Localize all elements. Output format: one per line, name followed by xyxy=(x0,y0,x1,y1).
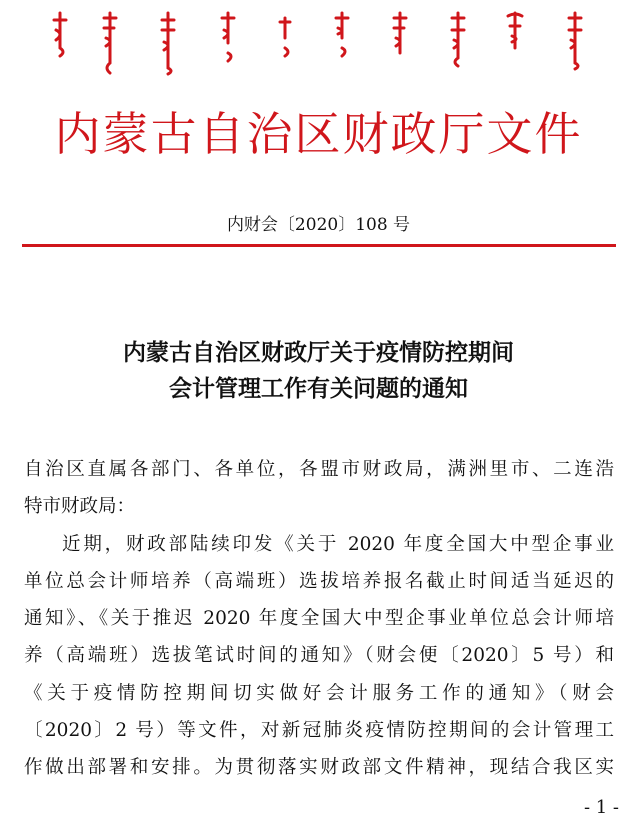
body-line: 作做出部署和安排。为贯彻落实财政部文件精神，现结合我区实 xyxy=(24,757,614,778)
page-number: - 1 - xyxy=(583,797,619,818)
mongolian-script-header xyxy=(50,8,590,78)
document-number: 内财会〔2020〕108 号 xyxy=(226,215,411,235)
body-line: 近期，财政部陆续印发《关于 2020 年度全国大中型企事业 xyxy=(62,534,614,555)
document-title-line-2: 会计管理工作有关问题的通知 xyxy=(169,376,468,402)
body-line: 单位总会计师培养（高端班）选拔培养报名截止时间适当延迟的 xyxy=(24,571,614,592)
body-line: 养（高端班）选拔笔试时间的通知》（财会便〔2020〕5 号）和 xyxy=(24,645,614,666)
issuing-authority-title: 内蒙古自治区财政厅文件 xyxy=(54,107,583,161)
document-title-line-1: 内蒙古自治区财政厅关于疫情防控期间 xyxy=(123,340,514,366)
body-line: 通知》、《关于推迟 2020 年度全国大中型企事业单位总会计师培 xyxy=(24,608,614,629)
red-divider-line xyxy=(22,244,616,247)
body-line: 〔2020〕2 号）等文件，对新冠肺炎疫情防控期间的会计管理工 xyxy=(24,720,614,741)
body-line: 自治区直属各部门、各单位，各盟市财政局，满洲里市、二连浩 xyxy=(24,459,614,480)
body-line: 特市财政局： xyxy=(24,496,136,517)
body-line: 《关于疫情防控期间切实做好会计服务工作的通知》（财会 xyxy=(24,683,614,704)
